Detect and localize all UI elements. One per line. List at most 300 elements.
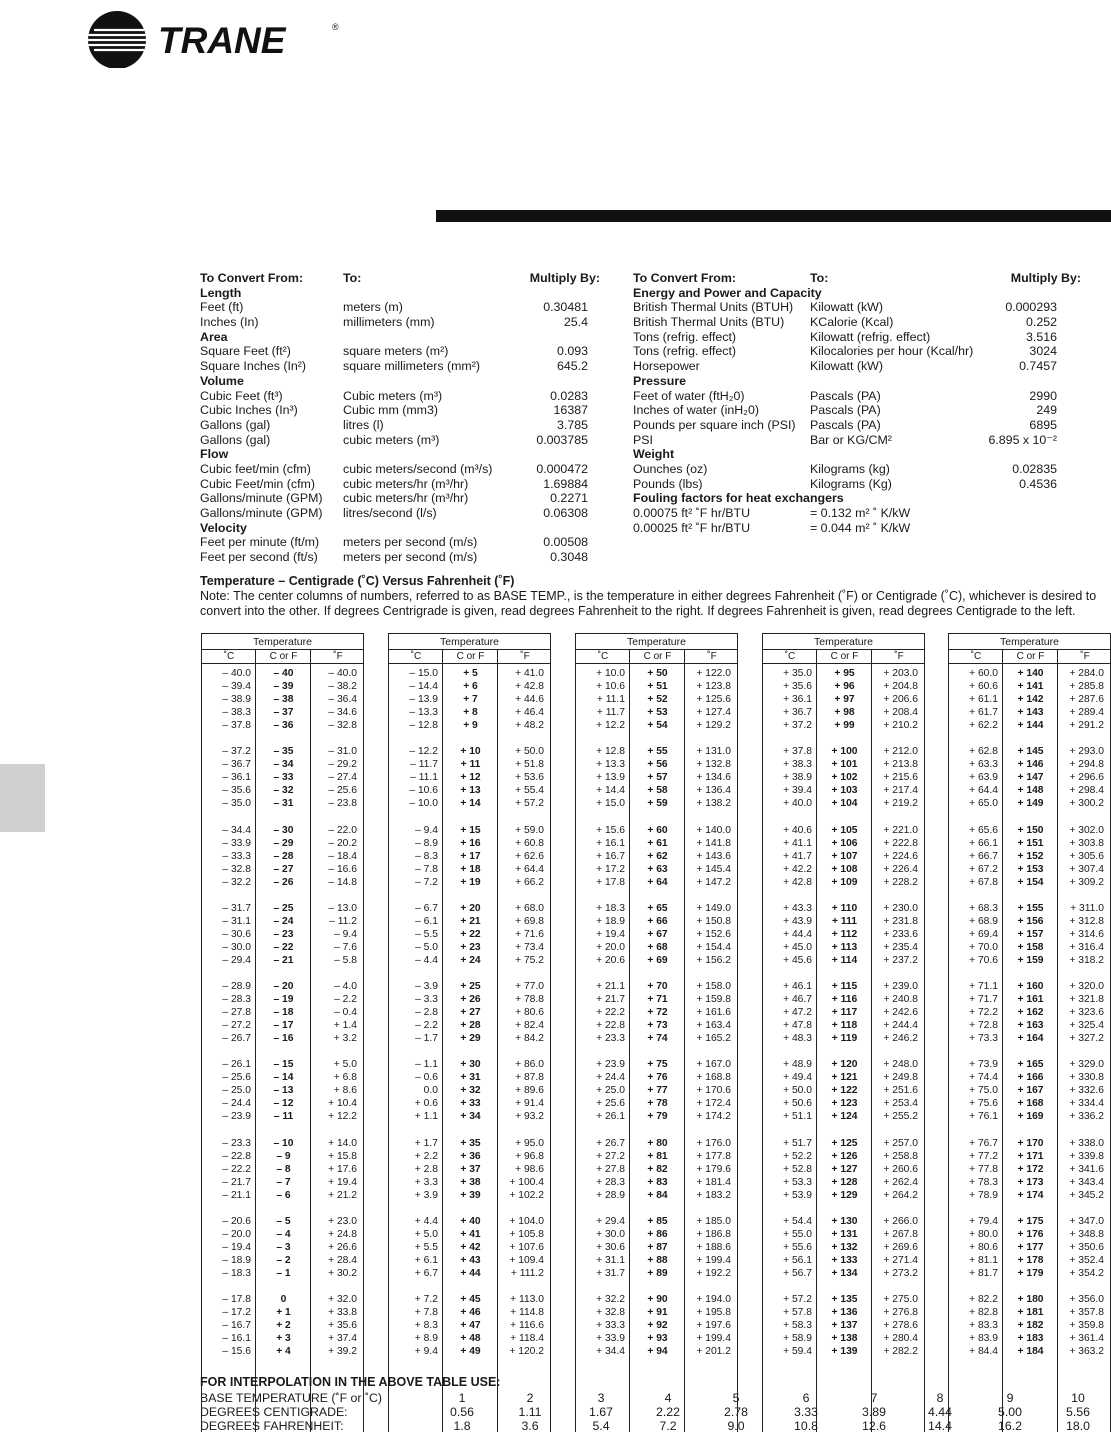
fahrenheit-value: – 7.6 (334, 941, 357, 953)
convert-from: Feet (ft) (200, 300, 244, 315)
celsius-value: + 33.3 (596, 1320, 625, 1332)
convert-to: litres (l) (343, 417, 384, 432)
fahrenheit-value: + 132.8 (696, 759, 731, 771)
convert-to: Pascals (PA) (810, 403, 881, 418)
temperature-table-body (201, 663, 364, 1432)
interpolation-value: 7 (870, 1391, 878, 1405)
multiply-by: 249 (1036, 403, 1057, 418)
fahrenheit-value: + 167.0 (696, 1059, 731, 1071)
celsius-value: + 78.9 (969, 1189, 998, 1201)
convert-to: cubic meters/second (m³/s) (343, 461, 493, 476)
base-temp-value: + 23 (460, 941, 481, 953)
base-temp-value: – 7 (276, 1176, 291, 1188)
celsius-value: + 67.8 (969, 876, 998, 888)
col-fahrenheit: ˚F (333, 651, 343, 662)
base-temp-value: + 182 (1017, 1320, 1044, 1332)
base-temp-value: + 64 (647, 876, 668, 888)
celsius-value: + 38.9 (783, 772, 812, 784)
base-temp-value: – 28 (273, 850, 294, 862)
base-temp-value: + 59 (647, 798, 668, 810)
base-temp-value: – 33 (273, 772, 294, 784)
celsius-value: + 24.4 (596, 1072, 625, 1084)
temperature-table-body (388, 663, 551, 1432)
celsius-value: + 60.6 (969, 681, 998, 693)
base-temp-value: + 74 (647, 1033, 668, 1045)
interpolation-value: 9 (1006, 1391, 1014, 1405)
brand-reg-mark: ® (332, 22, 339, 32)
fahrenheit-value: + 179.6 (696, 1163, 731, 1175)
fahrenheit-value: – 0.4 (334, 1007, 357, 1019)
base-temp-value: + 21 (460, 915, 481, 927)
header-col-divider (1002, 649, 1003, 664)
celsius-value: + 55.6 (783, 1241, 812, 1253)
base-temp-value: – 30 (273, 824, 294, 836)
convert-from: Cubic feet/min (cfm) (200, 461, 311, 476)
fahrenheit-value: + 345.2 (1069, 1189, 1104, 1201)
fahrenheit-value: + 217.4 (883, 785, 918, 797)
fahrenheit-value: + 55.4 (515, 785, 544, 797)
convert-from: Inches (In) (200, 315, 259, 330)
base-temp-value: – 31 (273, 798, 294, 810)
celsius-value: + 40.0 (783, 798, 812, 810)
base-temp-value: + 178 (1017, 1254, 1044, 1266)
fahrenheit-value: + 44.6 (515, 694, 544, 706)
fahrenheit-value: + 14.0 (328, 1137, 357, 1149)
multiply-by: 25.4 (563, 315, 588, 330)
fahrenheit-value: + 109.4 (509, 1254, 544, 1266)
base-temp-value: + 38 (460, 1176, 481, 1188)
base-temp-value: + 67 (647, 928, 668, 940)
celsius-value: + 7.2 (414, 1294, 438, 1305)
celsius-value: + 10.0 (596, 668, 625, 679)
base-temp-value: + 24 (460, 954, 481, 966)
base-temp-value: + 135 (831, 1294, 858, 1305)
base-temp-value: + 68 (647, 941, 668, 953)
convert-from: Gallons (gal) (200, 417, 271, 432)
convert-from: Pounds (lbs) (633, 476, 703, 491)
base-temp-value: + 69 (647, 954, 668, 966)
base-temp-value: + 124 (831, 1111, 858, 1123)
header-divider (576, 649, 737, 650)
celsius-value: + 48.3 (783, 1033, 812, 1045)
base-temp-value: – 9 (276, 1150, 291, 1162)
celsius-value: + 51.1 (783, 1111, 812, 1123)
celsius-value: + 66.7 (969, 850, 998, 862)
convert-from: Ounches (oz) (633, 461, 708, 476)
celsius-value: + 57.2 (783, 1294, 812, 1305)
base-temp-value: + 99 (834, 720, 855, 732)
base-temp-value: + 149 (1017, 798, 1044, 810)
celsius-value: + 3.9 (414, 1189, 438, 1201)
celsius-value: + 38.3 (783, 759, 812, 771)
base-temp-value: + 29 (460, 1033, 481, 1045)
fahrenheit-value: + 183.2 (696, 1189, 731, 1201)
header-divider (389, 649, 550, 650)
interpolation-value: 7.2 (659, 1419, 677, 1432)
fahrenheit-value: + 156.2 (696, 954, 731, 966)
fahrenheit-value: – 29.2 (328, 759, 357, 771)
base-temp-value: + 122 (831, 1085, 858, 1097)
base-temp-value: + 136 (831, 1307, 858, 1319)
base-temp-value: + 61 (647, 837, 668, 849)
fahrenheit-value: – 11.2 (329, 915, 357, 927)
base-temp-value: + 129 (831, 1189, 858, 1201)
body-top-rule (763, 663, 924, 664)
celsius-value: + 26.7 (596, 1137, 625, 1149)
interpolation-value: 3 (597, 1391, 605, 1405)
col-fahrenheit: ˚F (894, 651, 904, 662)
fahrenheit-value: + 86.0 (515, 1059, 544, 1071)
celsius-value: + 16.1 (596, 837, 625, 849)
conversion-row (633, 506, 1093, 521)
celsius-value: + 70.0 (969, 941, 998, 953)
interpolation-value: 3.6 (521, 1419, 539, 1432)
convert-from: British Thermal Units (BTU) (633, 315, 785, 330)
celsius-value: + 15.6 (596, 824, 625, 836)
col-fahrenheit: ˚F (1080, 651, 1090, 662)
convert-to: KCalorie (Kcal) (810, 315, 894, 330)
base-temp-value: + 164 (1017, 1033, 1044, 1045)
convert-from: Pressure (633, 373, 687, 388)
base-temp-value: + 63 (647, 863, 668, 875)
celsius-value: – 26.1 (222, 1059, 251, 1071)
convert-from: Energy and Power and Capacity (633, 285, 822, 300)
fahrenheit-value: + 69.8 (515, 915, 544, 927)
base-temp-value: + 176 (1017, 1228, 1044, 1240)
fahrenheit-value: + 185.0 (696, 1215, 731, 1227)
fahrenheit-value: + 73.4 (515, 941, 544, 953)
base-temp-value: + 98 (834, 707, 855, 719)
convert-to: millimeters (mm) (343, 315, 435, 330)
body-top-rule (202, 663, 363, 664)
base-temp-value: + 94 (647, 1346, 668, 1358)
celsius-value: + 39.4 (783, 785, 812, 797)
convert-from: Gallons/minute (GPM) (200, 506, 323, 520)
fahrenheit-value: + 257.0 (883, 1137, 918, 1149)
celsius-value: – 10.6 (409, 785, 438, 797)
celsius-value: + 22.8 (596, 1020, 625, 1032)
conversion-row (633, 330, 1093, 345)
fahrenheit-value: + 350.6 (1069, 1241, 1104, 1253)
base-temp-value: + 4 (276, 1346, 291, 1358)
celsius-value: – 7.8 (415, 863, 438, 875)
celsius-value: + 77.2 (969, 1150, 998, 1162)
conversion-row (200, 433, 610, 448)
fahrenheit-value: + 329.0 (1069, 1059, 1104, 1071)
celsius-value: + 2.2 (414, 1150, 438, 1162)
base-temp-value: + 28 (460, 1020, 481, 1032)
convert-to: Kilocalories per hour (Kcal/hr) (810, 344, 974, 359)
trane-logo (84, 8, 344, 68)
fahrenheit-value: + 87.8 (515, 1072, 544, 1084)
interpolation-row (200, 1405, 1100, 1419)
celsius-value: + 20.0 (596, 941, 625, 953)
celsius-value: + 56.7 (783, 1267, 812, 1279)
fahrenheit-value: + 134.6 (696, 772, 731, 784)
convert-from: Cubic Inches (In³) (200, 403, 298, 418)
base-temp-value: – 35 (273, 746, 294, 758)
base-temp-value: + 3 (276, 1333, 291, 1345)
fahrenheit-value: + 158.0 (696, 981, 731, 992)
fahrenheit-value: + 145.4 (696, 863, 731, 875)
fahrenheit-value: + 307.4 (1069, 863, 1104, 875)
fahrenheit-value: + 258.8 (883, 1150, 918, 1162)
fahrenheit-value: – 18.4 (328, 850, 357, 862)
fahrenheit-value: + 24.8 (328, 1228, 357, 1240)
interpolation-value: 0.56 (450, 1405, 474, 1420)
celsius-value: – 2.2 (415, 1020, 438, 1032)
base-temp-value: + 107 (831, 850, 858, 862)
base-temp-value: – 37 (273, 707, 294, 719)
fahrenheit-value: + 336.2 (1069, 1111, 1104, 1123)
celsius-value: – 16.1 (222, 1333, 251, 1345)
interpolation-value: 2 (526, 1391, 534, 1405)
fahrenheit-value: + 219.2 (883, 798, 918, 810)
base-temp-value: + 101 (831, 759, 858, 771)
celsius-value: + 54.4 (783, 1215, 812, 1227)
fahrenheit-value: + 122.0 (696, 668, 731, 679)
celsius-value: – 26.7 (222, 1033, 251, 1045)
convert-from: Velocity (200, 520, 247, 535)
col-base-temp: C or F (830, 651, 859, 662)
fahrenheit-value: + 321.8 (1069, 994, 1104, 1006)
header-rule (436, 210, 1111, 222)
temperature-caption: Temperature (814, 636, 873, 648)
base-temp-value: + 116 (831, 994, 858, 1006)
fahrenheit-value: + 10.4 (328, 1098, 357, 1110)
celsius-value: – 3.9 (415, 981, 438, 992)
convert-to: Kilowatt (kW) (810, 359, 883, 374)
base-temp-value: + 168 (1017, 1098, 1044, 1110)
celsius-value: + 23.3 (596, 1033, 625, 1045)
base-temp-value: + 145 (1017, 746, 1044, 758)
conversion-header-row (633, 271, 1093, 286)
base-temp-value: + 54 (647, 720, 668, 732)
fahrenheit-value: + 343.4 (1069, 1176, 1104, 1188)
fahrenheit-value: + 131.0 (696, 746, 731, 758)
celsius-value: – 37.8 (222, 720, 251, 732)
celsius-value: – 27.8 (222, 1007, 251, 1019)
fahrenheit-value: + 244.4 (883, 1020, 918, 1032)
celsius-value: – 38.9 (222, 694, 251, 706)
fahrenheit-value: + 221.0 (883, 824, 918, 836)
base-temp-value: – 27 (273, 863, 294, 875)
celsius-value: – 5.5 (415, 928, 438, 940)
celsius-value: + 8.9 (414, 1333, 438, 1345)
base-temp-value: + 143 (1017, 707, 1044, 719)
base-temp-value: + 12 (460, 772, 481, 784)
interpolation-value: 1.67 (589, 1405, 613, 1420)
fahrenheit-value: + 32.0 (328, 1294, 357, 1305)
base-temp-value: + 44 (460, 1267, 481, 1279)
celsius-value: + 0.6 (414, 1098, 438, 1110)
base-temp-value: + 113 (831, 941, 858, 953)
fahrenheit-value: + 96.8 (515, 1150, 544, 1162)
celsius-value: + 75.0 (969, 1085, 998, 1097)
base-temp-value: + 127 (831, 1163, 858, 1175)
base-temp-value: + 20 (460, 902, 481, 914)
base-temp-value: + 39 (460, 1189, 481, 1201)
convert-to: = 0.044 m² ˚ K/kW (810, 520, 911, 535)
base-temp-value: + 53 (647, 707, 668, 719)
celsius-value: + 31.1 (596, 1254, 625, 1266)
base-temp-value: – 40 (273, 668, 294, 679)
base-temp-value: + 47 (460, 1320, 481, 1332)
fahrenheit-value: + 260.6 (883, 1163, 918, 1175)
celsius-value: – 37.2 (222, 746, 251, 758)
fahrenheit-value: + 289.4 (1069, 707, 1104, 719)
base-temp-value: + 157 (1017, 928, 1044, 940)
base-temp-value: – 21 (273, 954, 294, 966)
fahrenheit-value: + 15.8 (328, 1150, 357, 1162)
base-temp-value: – 39 (273, 681, 294, 693)
base-temp-value: – 13 (273, 1085, 294, 1097)
celsius-value: + 21.7 (596, 994, 625, 1006)
celsius-value: – 13.9 (409, 694, 438, 706)
fahrenheit-value: + 161.6 (696, 1007, 731, 1019)
base-temp-value: – 11 (273, 1111, 294, 1123)
conversion-section-heading (633, 286, 1093, 301)
base-temp-value: – 24 (273, 915, 294, 927)
interpolation-value: 8 (936, 1391, 944, 1405)
celsius-value: – 14.4 (409, 681, 438, 693)
base-temp-value: + 55 (647, 746, 668, 758)
fahrenheit-value: – 23.8 (328, 798, 357, 810)
celsius-value: – 7.2 (415, 876, 438, 888)
celsius-value: + 67.2 (969, 863, 998, 875)
col-fahrenheit: ˚F (520, 651, 530, 662)
convert-to: Cubic meters (m³) (343, 388, 443, 403)
fahrenheit-value: + 80.6 (515, 1007, 544, 1019)
col-celsius: ˚C (410, 651, 422, 662)
base-temp-value: + 37 (460, 1163, 481, 1175)
celsius-value: + 19.4 (596, 928, 625, 940)
base-temp-value: 0 (280, 1294, 287, 1305)
convert-to: cubic meters/hr (m³/hr) (343, 491, 469, 506)
fahrenheit-value: + 28.4 (328, 1254, 357, 1266)
convert-from: PSI (633, 432, 653, 447)
base-temp-value: + 151 (1017, 837, 1044, 849)
celsius-value: – 10.0 (409, 798, 438, 810)
base-temp-value: + 119 (831, 1033, 858, 1045)
fahrenheit-value: + 237.2 (883, 954, 918, 966)
trane-logo-graphic (84, 8, 344, 68)
base-temp-value: + 19 (460, 876, 481, 888)
base-temp-value: + 161 (1017, 994, 1044, 1006)
celsius-value: – 15.6 (222, 1346, 251, 1358)
convert-to: Kilograms (kg) (810, 461, 890, 476)
conversion-row (200, 315, 610, 330)
base-temp-value: + 171 (1017, 1150, 1044, 1162)
fahrenheit-value: + 159.8 (696, 994, 731, 1006)
base-temp-value: + 144 (1017, 720, 1044, 732)
conversion-row (200, 535, 610, 550)
celsius-value: + 27.8 (596, 1163, 625, 1175)
fahrenheit-value: + 6.8 (333, 1072, 357, 1084)
base-temp-value: – 3 (276, 1241, 291, 1253)
base-temp-value: + 115 (831, 981, 858, 992)
fahrenheit-value: + 246.2 (883, 1033, 918, 1045)
base-temp-value: + 71 (647, 994, 668, 1006)
celsius-value: + 51.7 (783, 1137, 812, 1149)
base-temp-value: + 172 (1017, 1163, 1044, 1175)
fahrenheit-value: + 77.0 (515, 981, 544, 992)
base-temp-value: + 36 (460, 1150, 481, 1162)
fahrenheit-value: – 2.2 (334, 994, 357, 1006)
celsius-value: – 6.1 (415, 915, 438, 927)
fahrenheit-value: + 271.4 (883, 1254, 918, 1266)
fahrenheit-value: + 251.6 (883, 1085, 918, 1097)
temperature-caption: Temperature (253, 636, 312, 648)
celsius-value: – 17.2 (222, 1307, 251, 1319)
fahrenheit-value: + 42.8 (515, 681, 544, 693)
multiply-by: 0.000472 (536, 461, 588, 476)
celsius-value: + 79.4 (969, 1215, 998, 1227)
fahrenheit-value: + 303.8 (1069, 837, 1104, 849)
celsius-value: – 35.6 (222, 785, 251, 797)
celsius-value: + 50.6 (783, 1098, 812, 1110)
celsius-value: + 65.6 (969, 824, 998, 836)
header-col-divider (816, 649, 817, 664)
fahrenheit-value: – 16.6 (328, 863, 357, 875)
fahrenheit-value: + 165.2 (696, 1033, 731, 1045)
conversion-row (633, 521, 1093, 536)
fahrenheit-value: + 141.8 (696, 837, 731, 849)
convert-from: Fouling factors for heat exchangers (633, 491, 844, 506)
fahrenheit-value: + 136.4 (696, 785, 731, 797)
base-temp-value: + 96 (834, 681, 855, 693)
base-temp-value: + 81 (647, 1150, 668, 1162)
fahrenheit-value: + 127.4 (696, 707, 731, 719)
base-temp-value: + 138 (831, 1333, 858, 1345)
fahrenheit-value: + 255.2 (883, 1111, 918, 1123)
interpolation-value: 12.6 (862, 1419, 886, 1432)
celsius-value: + 80.0 (969, 1228, 998, 1240)
celsius-value: – 22.8 (222, 1150, 251, 1162)
convert-to: Pascals (PA) (810, 388, 881, 403)
interpolation-value: 4 (664, 1391, 672, 1405)
fahrenheit-value: + 5.0 (333, 1059, 357, 1071)
base-temp-value: + 78 (647, 1098, 668, 1110)
fahrenheit-value: + 334.4 (1069, 1098, 1104, 1110)
celsius-value: + 71.7 (969, 994, 998, 1006)
interpolation-value: 1.8 (453, 1419, 471, 1432)
fahrenheit-value: + 68.0 (515, 902, 544, 914)
celsius-value: – 13.3 (409, 707, 438, 719)
fahrenheit-value: + 152.6 (696, 928, 731, 940)
convert-to: cubic meters/hr (m³/hr) (343, 476, 469, 491)
fahrenheit-value: + 168.8 (696, 1072, 731, 1084)
fahrenheit-value: + 8.6 (333, 1085, 357, 1097)
celsius-value: – 18.9 (222, 1254, 251, 1266)
fahrenheit-value: – 22.0 (328, 824, 357, 836)
base-temp-value: + 65 (647, 902, 668, 914)
base-temp-value: + 10 (460, 746, 481, 758)
conversion-row (200, 477, 610, 492)
conversion-row (633, 433, 1093, 448)
fahrenheit-value: + 235.4 (883, 941, 918, 953)
fahrenheit-value: + 21.2 (328, 1189, 357, 1201)
base-temp-value: – 18 (273, 1007, 294, 1019)
fahrenheit-value: + 199.4 (696, 1333, 731, 1345)
celsius-value: – 8.3 (415, 850, 438, 862)
multiply-by: 0.7457 (1019, 359, 1057, 374)
celsius-value: + 1.7 (414, 1137, 438, 1149)
fahrenheit-value: + 33.8 (328, 1307, 357, 1319)
celsius-value: + 18.3 (596, 902, 625, 914)
temperature-title: Temperature – Centigrade (˚C) Versus Fahrenheit (˚F) (200, 574, 515, 588)
fahrenheit-value: – 38.2 (328, 681, 357, 693)
